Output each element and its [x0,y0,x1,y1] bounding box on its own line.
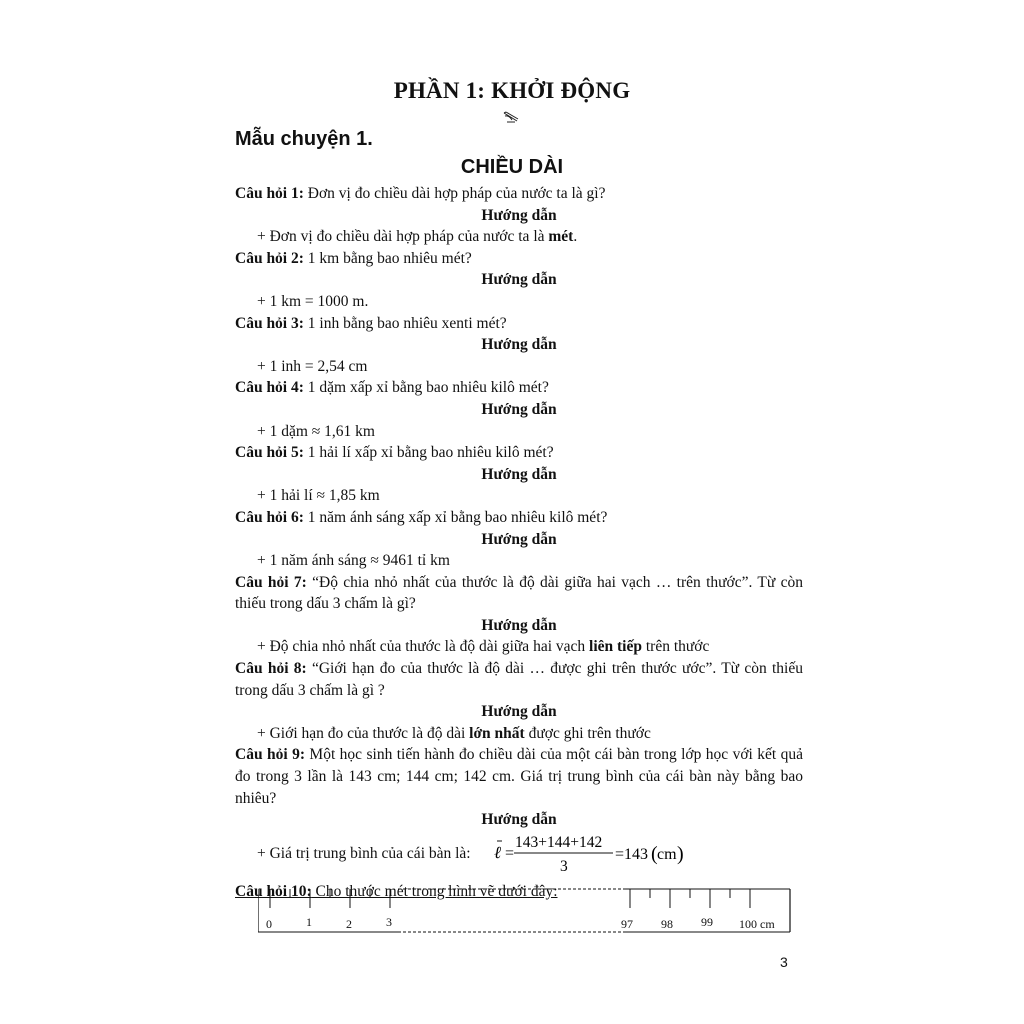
svg-text:3: 3 [560,857,568,875]
answer-8: + Giới hạn đo của thước là độ dài lớn nhất được ghi trên thước [257,724,651,742]
svg-text:=143: =143 [615,845,649,863]
mean-formula [490,831,710,877]
question-9: Câu hỏi 9: Một học sinh tiến hành đo chiều dài của một cái bàn trong lớp học với kết quả đo trong 3 lần là 143 cm; 144 cm; 142 cm. Giá trị trung bình của cái bàn này bằng bao nhiêu? [235,746,803,807]
answer-5: + 1 hải lí ≈ 1,85 km [257,487,380,505]
guide-heading: Hướng dẫn [481,530,557,548]
svg-text:ℓ: ℓ [494,842,502,862]
guide-heading: Hướng dẫn [481,465,557,483]
ruler-label: 1 [306,915,312,929]
answer-2: + 1 km = 1000 m. [257,292,369,310]
ruler-label: 2 [346,917,352,931]
ruler-label: 97 [621,917,633,931]
answer-1: + Đơn vị đo chiều dài hợp pháp của nước ta là mét. [257,228,578,246]
svg-text:(: ( [651,842,658,865]
ruler-label: 3 [386,915,392,929]
question-6: Câu hỏi 6: 1 năm ánh sáng xấp xỉ bằng bao nhiêu kilô mét? [235,508,608,526]
answer-6: + 1 năm ánh sáng ≈ 9461 tỉ km [257,552,450,570]
ruler-label: 99 [701,915,713,929]
svg-text:): ) [677,842,684,865]
pen-ornament-icon [503,111,519,123]
guide-heading: Hướng dẫn [481,616,557,634]
question-1: Câu hỏi 1: Đơn vị đo chiều dài hợp pháp của nước ta là gì? [235,185,606,202]
ruler-ticks [270,889,750,908]
guide-heading: Hướng dẫn [481,206,557,224]
question-2: Câu hỏi 2: 1 km bằng bao nhiêu mét? [235,249,472,267]
svg-text:cm: cm [657,845,677,863]
svg-text:=: = [505,844,515,862]
section-heading: PHẦN 1: KHỞI ĐỘNG [393,78,631,103]
question-8: Câu hỏi 8: “Giới hạn đo của thước là độ dài … được ghi trên thước ước”. Từ còn thiếu trong dấu 3 chấm là gì ? [235,660,803,699]
question-list [235,183,803,902]
guide-heading: Hướng dẫn [481,336,557,354]
question-7: Câu hỏi 7: “Độ chia nhỏ nhất của thước là độ dài giữa hai vạch … trên thước”. Từ còn thiếu trong dấu 3 chấm là gì? [235,573,803,613]
question-3: Câu hỏi 3: 1 inh bằng bao nhiêu xenti mét? [235,314,507,332]
guide-heading: Hướng dẫn [481,703,557,721]
chapter-title: CHIỀU DÀI [460,156,564,178]
answer-7: + Độ chia nhỏ nhất của thước là độ dài giữa hai vạch liên tiếp trên thước [257,638,710,656]
ruler-label: 0 [266,917,272,931]
question-5: Câu hỏi 5: 1 hải lí xấp xỉ bằng bao nhiêu kilô mét? [235,444,554,462]
question-10: Câu hỏi 10: Cho thước mét trong hình vẽ dưới đây: [235,882,558,900]
answer-3: + 1 inh = 2,54 cm [257,357,368,375]
answer-4: + 1 dặm ≈ 1,61 km [257,422,375,440]
ruler-figure [258,886,791,934]
answer-9: + Giá trị trung bình của cái bàn là: ℓ = 143+144+142 3 =143 ( cm ) [235,831,803,877]
guide-heading: Hướng dẫn [481,271,557,289]
svg-text:143+144+142: 143+144+142 [515,833,603,851]
page-number: 3 [780,954,788,970]
guide-heading: Hướng dẫn [481,400,557,418]
guide-heading: Hướng dẫn [481,811,557,829]
story-label: Mẫu chuyện 1. [235,128,373,150]
ruler-label: 98 [661,917,673,931]
ruler-label: 100 cm [739,917,775,931]
question-4: Câu hỏi 4: 1 dặm xấp xỉ bằng bao nhiêu kilô mét? [235,379,549,397]
